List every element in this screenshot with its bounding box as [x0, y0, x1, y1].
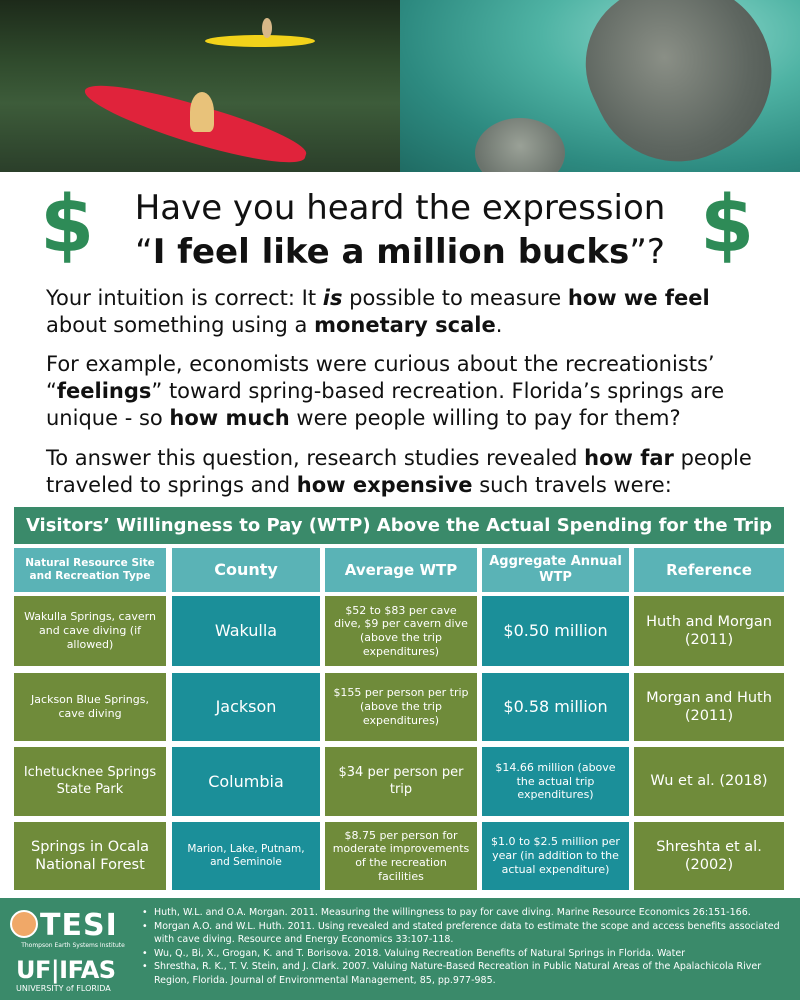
paragraph-question — [46, 445, 766, 499]
cell-average-wtp: $52 to $83 per cave dive, $9 per cavern dive (above the trip expenditures) — [325, 596, 477, 666]
cell-site: Springs in Ocala National Forest — [14, 822, 166, 890]
cell-county: Wakulla — [172, 596, 320, 666]
cell-average-wtp: $155 per person per trip (above the trip expenditures) — [325, 673, 477, 741]
manatee-photo — [400, 0, 800, 172]
cell-average-wtp: $8.75 per person for moderate improvements of the recreation facilities — [325, 822, 477, 890]
reference-item: • Wu, Q., Bi, X., Grogan, K. and T. Borisova. 2018. Valuing Recreation Benefits of Natural Springs in Florida. Water — [142, 947, 792, 961]
header-reference: Reference — [634, 548, 784, 592]
paragraph-example — [46, 351, 766, 432]
headline-line1: Have you heard the expression — [134, 188, 666, 228]
manatee-small — [475, 118, 565, 172]
emphasis: how expensive — [296, 473, 473, 497]
dollar-sign-icon: $ — [40, 180, 95, 270]
emphasis: how we feel — [567, 286, 710, 310]
emphasis: feelings — [56, 379, 152, 403]
cell-site: Ichetucknee Springs State Park — [14, 747, 166, 816]
reference-item: • Morgan A.O. and W.L. Huth. 2011. Using revealed and stated preference data to estimate the scope and access benefits associated with cave diving. Resource and Energy Economics 33:107-118. — [142, 920, 792, 947]
cell-reference: Shreshta et al. (2002) — [634, 822, 784, 890]
cell-reference: Morgan and Huth (2011) — [634, 673, 784, 741]
tesi-logo-icon — [10, 910, 38, 938]
cell-aggregate-wtp: $1.0 to $2.5 million per year (in addition to the actual expenditure) — [482, 822, 629, 890]
text: people traveled to springs and — [46, 446, 752, 497]
emphasis: monetary scale — [314, 313, 496, 337]
header-average-wtp: Average WTP — [325, 548, 477, 592]
reference-item: • Shrestha, R. K., T. V. Stein, and J. Clark. 2007. Valuing Nature-Based Recreation in Public Natural Areas of the Apalachicola River Region, Florida. Journal of Environmental Management, 85, pp.977-985. — [142, 960, 792, 987]
tesi-logo: TESI — [40, 908, 118, 943]
text: . — [495, 313, 503, 337]
dollar-sign-icon: $ — [700, 180, 755, 270]
kayaker-far — [262, 18, 272, 38]
cell-reference: Huth and Morgan (2011) — [634, 596, 784, 666]
text: possible to measure — [342, 286, 568, 310]
cell-average-wtp: $34 per person per trip — [325, 747, 477, 816]
emphasis: how much — [169, 406, 290, 430]
kayak-photo — [0, 0, 400, 172]
logos — [10, 902, 132, 996]
kayaker-near — [190, 92, 214, 132]
close-quote: ”? — [629, 232, 665, 272]
wtp-table — [14, 548, 784, 890]
text: ” toward spring-based recreation. Florida’s springs are unique - so — [46, 379, 725, 430]
headline-emphasis: I feel like a million bucks — [152, 232, 630, 272]
headline-line2 — [110, 230, 690, 274]
headline — [110, 186, 690, 274]
open-quote: “ — [135, 232, 153, 272]
manatee-large — [560, 0, 799, 172]
table-title: Visitors’ Willingness to Pay (WTP) Above the Actual Spending for the Trip — [14, 507, 784, 544]
text: were people willing to pay for them? — [289, 406, 681, 430]
yellow-kayak — [205, 35, 315, 47]
cell-site: Wakulla Springs, cavern and cave diving (if allowed) — [14, 596, 166, 666]
text: To answer this question, research studies revealed — [46, 446, 585, 470]
reference-list — [142, 906, 792, 988]
cell-aggregate-wtp: $0.50 million — [482, 596, 629, 666]
text: For example, economists were curious about the recreationists’ “ — [46, 352, 715, 403]
emphasis: how far — [584, 446, 674, 470]
text: Your intuition is correct: It — [46, 286, 323, 310]
cell-site: Jackson Blue Springs, cave diving — [14, 673, 166, 741]
paragraph-intuition — [46, 285, 766, 339]
cell-aggregate-wtp: $0.58 million — [482, 673, 629, 741]
uf-subtitle: UNIVERSITY of FLORIDA — [16, 984, 111, 993]
tesi-subtitle: Thompson Earth Systems Institute — [21, 942, 125, 949]
header-county: County — [172, 548, 320, 592]
ufifas-logo: UF|IFAS — [16, 956, 116, 984]
reference-item: • Huth, W.L. and O.A. Morgan. 2011. Measuring the willingness to pay for cave diving. Marine Resource Economics 26:151-166. — [142, 906, 792, 920]
cell-aggregate-wtp: $14.66 million (above the actual trip expenditures) — [482, 747, 629, 816]
text: about something using a — [46, 313, 315, 337]
cell-reference: Wu et al. (2018) — [634, 747, 784, 816]
header-photos — [0, 0, 800, 172]
cell-county: Columbia — [172, 747, 320, 816]
emphasis: is — [322, 286, 343, 310]
header-aggregate-wtp: Aggregate Annual WTP — [482, 548, 629, 592]
cell-county: Jackson — [172, 673, 320, 741]
cell-county: Marion, Lake, Putnam, and Seminole — [172, 822, 320, 890]
text: such travels were: — [472, 473, 672, 497]
header-site: Natural Resource Site and Recreation Type — [14, 548, 166, 592]
